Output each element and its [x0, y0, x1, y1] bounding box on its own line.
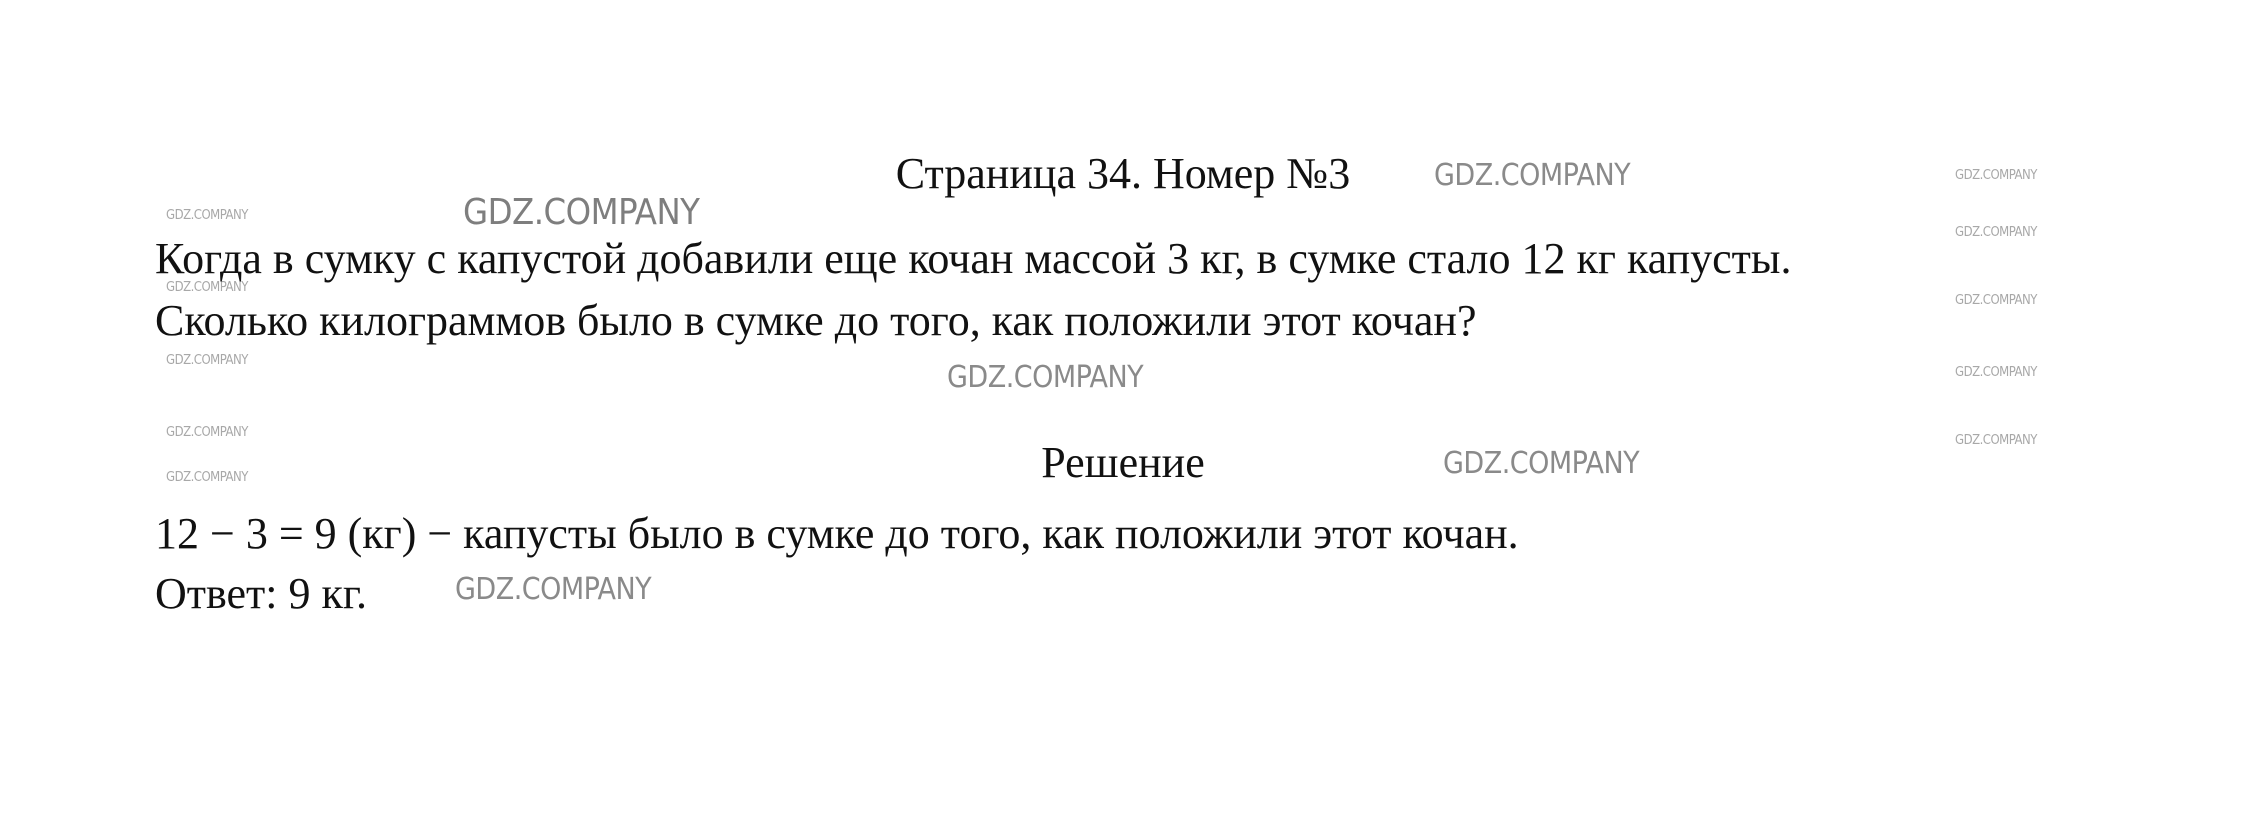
watermark-large-3: GDZ.COMPANY	[947, 360, 1144, 395]
watermark-right-1: GDZ.COMPANY	[1955, 168, 2037, 183]
solution-work-line: 12 − 3 = 9 (кг) − капусты было в сумке до того, как положили этот кочан.	[155, 509, 1519, 558]
watermark-left-5: GDZ.COMPANY	[166, 470, 248, 485]
watermark-right-3: GDZ.COMPANY	[1955, 293, 2037, 308]
watermark-large-4: GDZ.COMPANY	[1443, 446, 1640, 481]
watermark-right-4: GDZ.COMPANY	[1955, 365, 2037, 380]
page-title: Страница 34. Номер №3	[895, 149, 1351, 198]
watermark-right-2: GDZ.COMPANY	[1955, 225, 2037, 240]
solution-heading: Решение	[1041, 438, 1205, 487]
watermark-left-1: GDZ.COMPANY	[166, 208, 248, 223]
watermark-large-5: GDZ.COMPANY	[455, 572, 652, 607]
watermark-left-2: GDZ.COMPANY	[166, 280, 248, 295]
watermark-left-3: GDZ.COMPANY	[166, 353, 248, 368]
watermark-large-2: GDZ.COMPANY	[1434, 158, 1631, 193]
problem-text: Когда в сумку с капустой добавили еще кочан массой 3 кг, в сумке стало 12 кг капусты. Сколько килограммов было в сумке до того, как положили этот кочан?	[155, 234, 1792, 345]
watermark-left-4: GDZ.COMPANY	[166, 425, 248, 440]
answer-line: Ответ: 9 кг.	[155, 569, 367, 618]
watermark-large-1: GDZ.COMPANY	[463, 192, 700, 233]
watermark-right-5: GDZ.COMPANY	[1955, 433, 2037, 448]
